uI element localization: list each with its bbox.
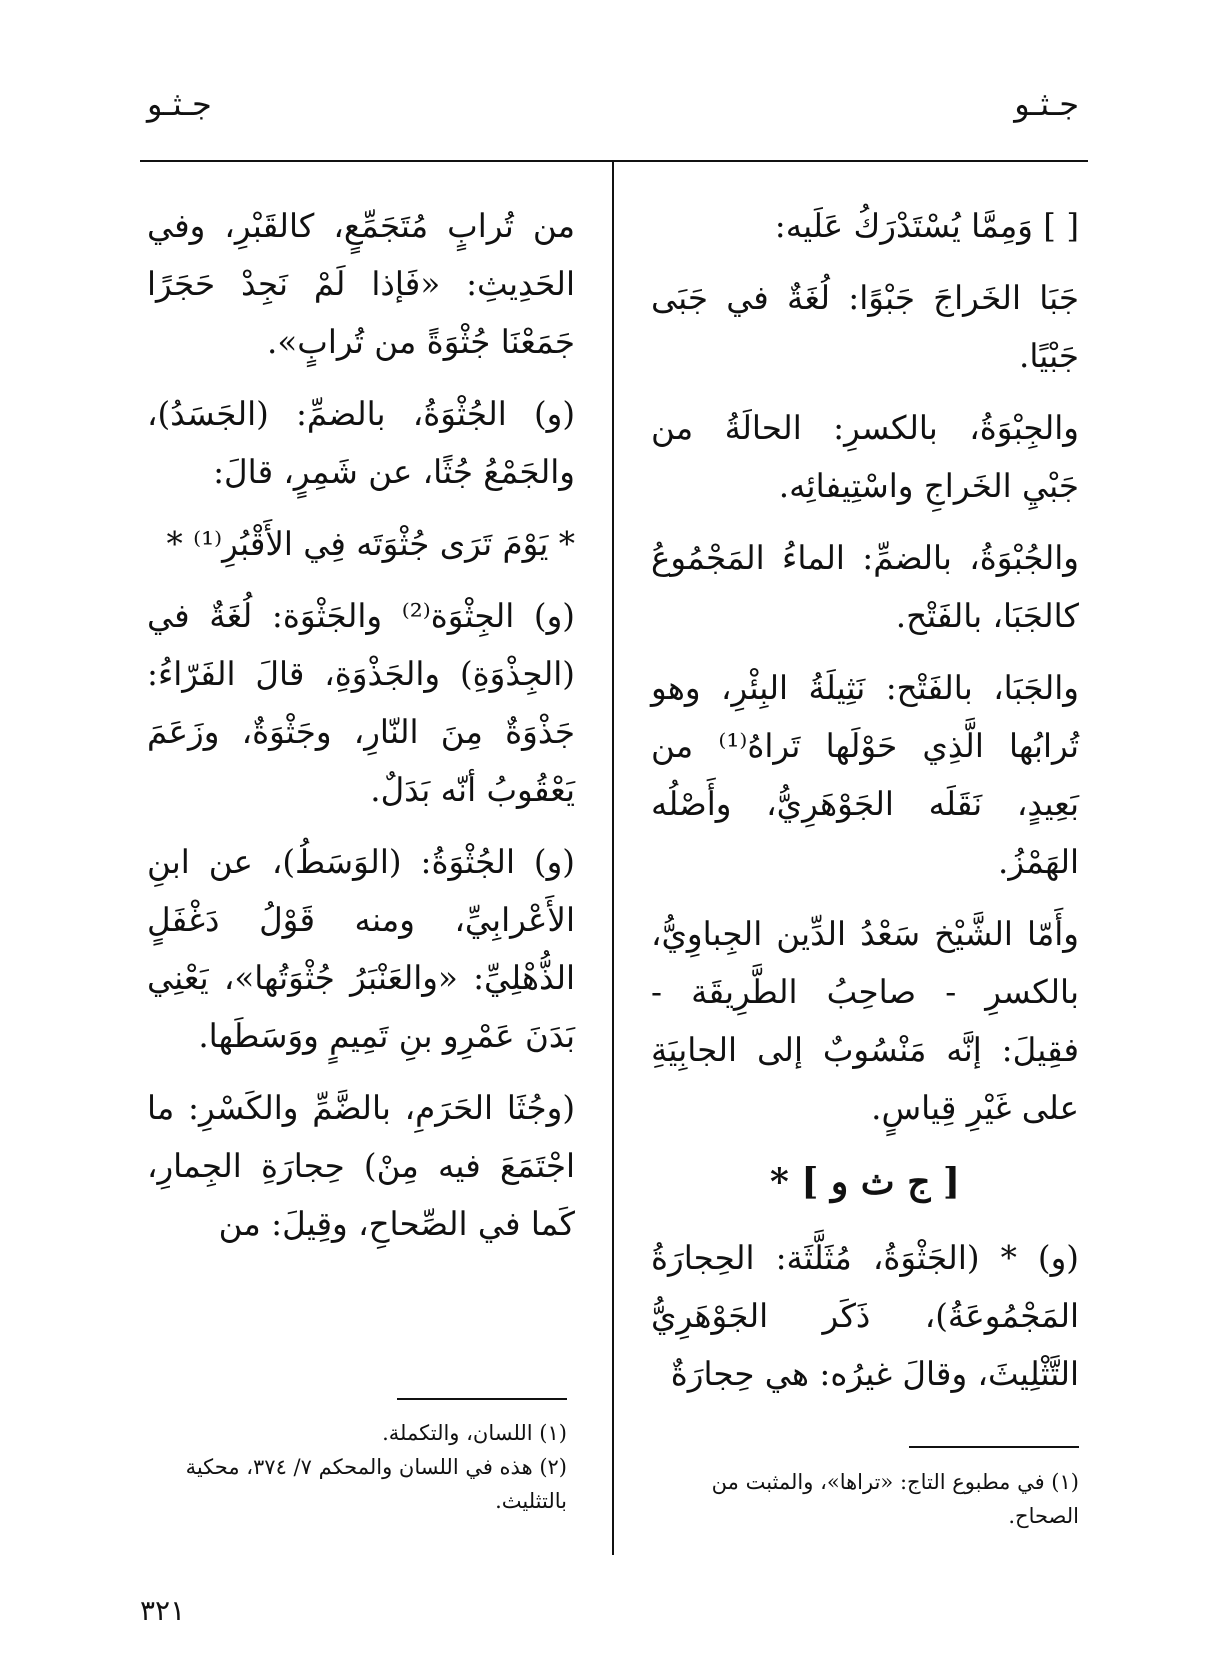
paragraph: (و) الجُثْوَةُ، بالضمِّ: (الجَسَدُ)، والجَمْعُ جُثًا، عن شَمِرٍ، قالَ: [147,395,575,491]
paragraph: من تُرابٍ مُتَجَمِّعٍ، كالقَبْرِ، وفي الحَدِيثِ: «فَإذا لَمْ نَجِدْ حَجَرًا جَمَعْنَا جُثْوَةً من تُرابٍ». [147,207,575,361]
paragraph: (وجُثَا الحَرَمِ، بالضَّمِّ والكَسْرِ: ما اجْتَمَعَ فيه مِنْ) حِجارَةِ الجِمارِ، كَما في الصِّحاحِ، وقِيلَ: من [147,1089,575,1243]
paragraph: (و) الجُثْوَةُ: (الوَسَطُ)، عن ابنِ الأَعْرابِيِّ، ومنه قَوْلُ دَغْفَلٍ الذُّهْلِيِّ: «والعَنْبَرُ جُثْوَتُها»، يَعْنِي بَدَنَ عَمْرِو بنِ تَمِيمٍ ووَسَطَها. [147,843,575,1055]
paragraph: والجِبْوَةُ، بالكسرِ: الحالَةُ من جَبْيِ الخَراجِ واسْتِيفائِه. [651,409,1079,505]
footnote: (٢) هذه في اللسان والمحكم ٧/ ٣٧٤، محكية بالتثليث. [185,1455,567,1513]
root-heading: [ ج ث و ] * [769,1161,961,1203]
running-header-left: جـثـو [147,85,212,123]
supplement-note: [ ] وَمِمَّا يُسْتَدْرَكُ عَلَيه: [774,207,1079,245]
column-divider [612,160,614,1555]
paragraph: (و) الجِثْوَة⁽²⁾ والجَثْوَة: لُغَةٌ في (الجِذْوَةِ) والجَذْوَةِ، قالَ الفَرّاءُ: جَذْوَةٌ مِنَ النّارِ، وجَثْوَةٌ، وزَعَمَ يَعْقُوبُ أنّه بَدَلٌ. [147,597,575,809]
entry-paragraph: (و) * (الجَثْوَةُ، مُثَلَّثَة: الحِجارَةُ المَجْمُوعَةُ)، ذَكَر الجَوْهَرِيُّ التَّثْلِيثَ، وقالَ غيرُه: هي حِجارَةٌ [651,1239,1079,1393]
footnote-rule-right [909,1446,1079,1448]
footnote: (١) اللسان، والتكملة. [382,1421,567,1445]
verse-line: * يَوْمَ تَرَى جُثْوَتَه فِي الأَقْبُرِ⁽¹⁾ * [166,525,575,563]
paragraph: وأَمّا الشَّيْخ سَعْدُ الدِّين الجِباوِيُّ، بالكسرِ - صاحِبُ الطَّرِيقَة - فقِيلَ: إنَّه مَنْسُوبٌ إلى الجابِيَةِ على غَيْرِ قِياسٍ. [651,915,1079,1127]
header-rule [140,160,1088,162]
footnotes-right [651,1465,1079,1533]
footnotes-left [139,1416,567,1518]
footnote: (١) في مطبوع التاج: «تراها»، والمثبت من الصحاح. [711,1470,1079,1528]
paragraph: والجُبْوَةُ، بالضمِّ: الماءُ المَجْمُوعُ كالجَبَا، بالفَتْح. [651,539,1079,635]
footnote-rule-left [397,1398,567,1400]
running-header-right: جـثـو [1014,85,1079,123]
page-number: ٣٢١ [140,1594,186,1627]
paragraph: جَبَا الخَراجَ جَبْوًا: لُغَةٌ في جَبَى جَبْيًا. [651,279,1079,375]
left-column [147,197,575,1267]
paragraph: والجَبَا، بالفَتْح: نَثِيلَةُ البِئْرِ، وهو تُرابُها الَّذِي حَوْلَها تَراهُ⁽¹⁾ من بَعِيدٍ، نَقَلَه الجَوْهَرِيُّ، وأَصْلُه الهَمْزُ. [651,669,1079,881]
right-column [651,197,1079,1417]
